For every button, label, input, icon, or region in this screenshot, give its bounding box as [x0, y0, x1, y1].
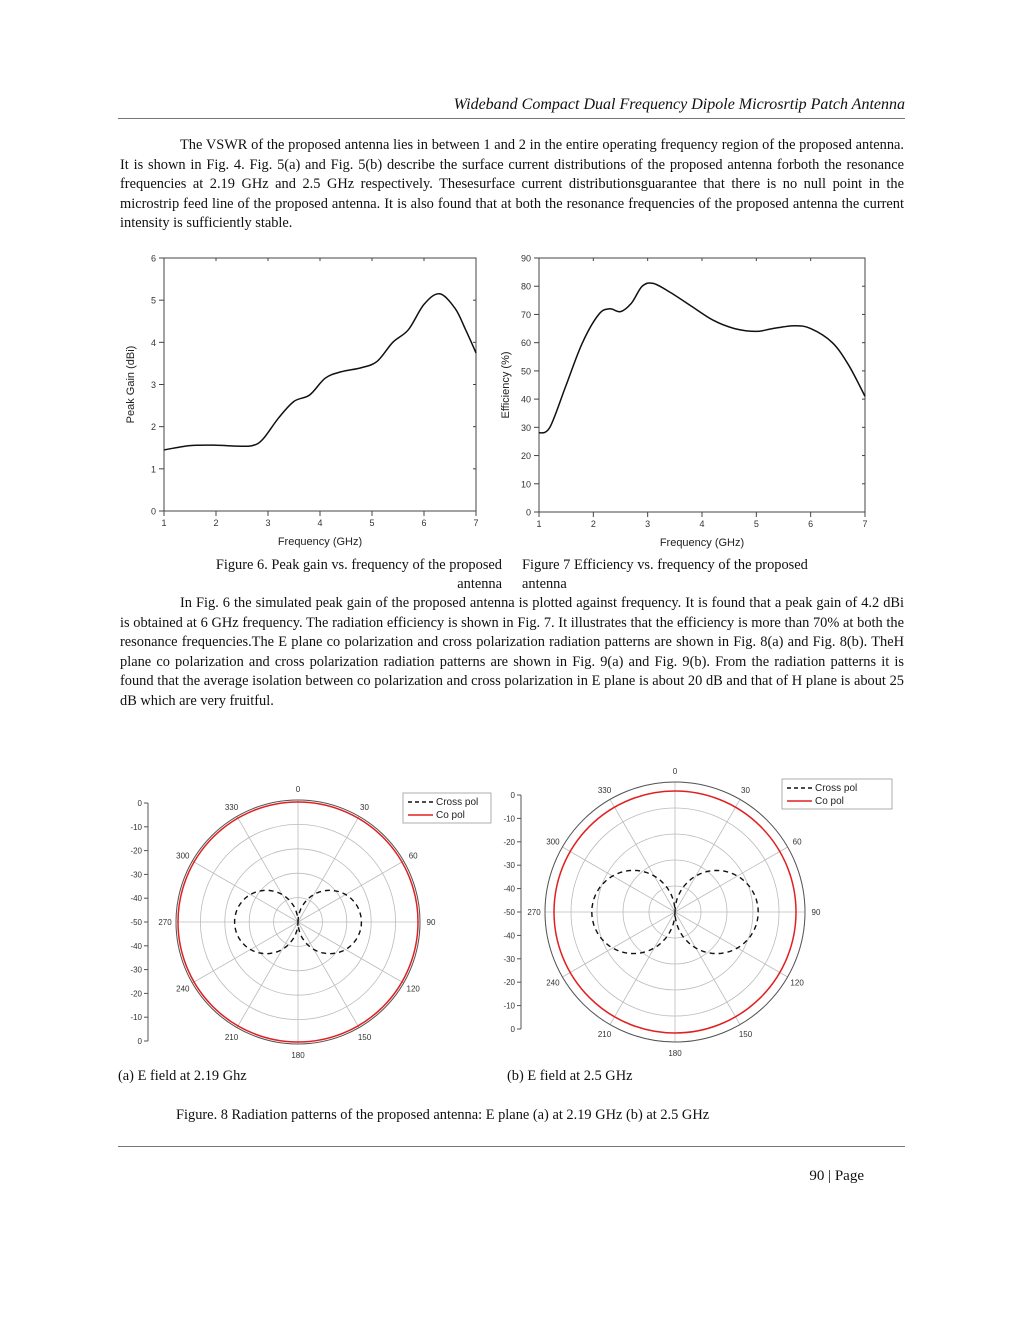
figure-6-caption: [118, 556, 502, 594]
peak-gain-chart: [118, 248, 488, 554]
peak-gain-series-line: [164, 294, 476, 450]
polar-a-angle-label: 270: [158, 918, 172, 927]
polar-b-angle-label: 150: [738, 1030, 753, 1040]
polar-b-radial-tick-label: -30: [503, 861, 515, 871]
polar-b-grid-spoke: [675, 799, 740, 912]
peak-gain-y-tick-label: 3: [150, 380, 156, 390]
polar-b-angle-label: 240: [546, 978, 560, 988]
page-number: 90 | Page: [809, 1168, 864, 1184]
polar-b-radial-tick-label: -10: [503, 1001, 515, 1011]
body-paragraph-2: In Fig. 6 the simulated peak gain of the proposed antenna is plotted against frequency. It is found that a peak gain of 4.2 dBi is obtained at 6 GHz frequency. The radiation efficiency is shown in Fig. 7. It illustrates that the efficiency is more than 70% at both the resonance frequencies.The E plane co polarization and cross polarization radiation patterns are shown in Fig. 8(a) and Fig. 8(b). TheH plane co polarization and cross polarization radiation patterns are shown in Fig. 9(a) and Fig. 9(b). From the radiation patterns it is found that the average isolation between co polarization and cross polarization in E plane is about 20 dB and that of H plane is about 25 dB which are very fruitful.: [120, 595, 904, 709]
polar-a-angle-label: 180: [291, 1051, 305, 1060]
figure-6-caption-line1: Figure 6. Peak gain vs. frequency of the proposed: [215, 557, 502, 573]
polar-a-grid-spoke: [192, 861, 298, 922]
polar-a-radial-tick-label: 0: [137, 799, 142, 808]
peak-gain-y-tick-label: 0: [150, 506, 156, 517]
efficiency-x-tick-label: 6: [808, 519, 814, 529]
polar-b-angle-label: 0: [672, 767, 678, 776]
polar-b-radial-tick-label: 0: [510, 1025, 515, 1034]
body-paragraph-1: The VSWR of the proposed antenna lies in between 1 and 2 in the entire operating frequency region of the proposed antenna. It is shown in Fig. 4. Fig. 5(a) and Fig. 5(b) describe the surface current distributions of the proposed antenna forboth the resonance frequencies at 2.19 GHz and 2.5 GHz respectively. Thesesurface current distributionsguarantee that there is no null point in the microstrip feed line of the proposed antenna. It is also found that at both the resonance frequencies of the proposed antenna the current intensity is sufficiently stable.: [120, 137, 904, 231]
polar-b-angle-label: 330: [597, 785, 612, 795]
polar-a-angle-label: 0: [295, 785, 301, 794]
polar-b-angle-label: 120: [790, 978, 804, 988]
figure-8a-caption: (a) E field at 2.19 Ghz: [118, 1068, 247, 1084]
efficiency-y-tick-label: 80: [520, 281, 531, 292]
figure-7-caption-line1: Figure 7 Efficiency vs. frequency of the proposed: [522, 557, 808, 573]
efficiency-y-tick-label: 90: [520, 253, 531, 264]
e-field-2-19ghz-polar-plot: [118, 776, 498, 1066]
polar-a-radial-tick-label: -10: [130, 1013, 142, 1023]
polar-a-angle-label: 330: [224, 802, 239, 812]
efficiency-x-tick-label: 2: [590, 519, 596, 529]
peak-gain-x-tick-label: 5: [369, 518, 375, 528]
polar-b-grid-spoke: [675, 847, 788, 912]
polar-a-angle-label: 240: [176, 984, 190, 994]
polar-b-legend-co-label: Co pol: [815, 796, 844, 807]
polar-b-radial-tick-label: -20: [503, 978, 515, 988]
efficiency-plot-frame: [539, 258, 865, 512]
polar-b-radial-tick-label: -20: [503, 837, 515, 847]
polar-b-grid-spoke: [562, 847, 675, 912]
polar-a-grid-spoke: [192, 922, 298, 983]
efficiency-x-tick-label: 4: [699, 519, 705, 529]
polar-b-grid-spoke: [610, 799, 675, 912]
polar-b-angle-label: 30: [741, 785, 750, 795]
efficiency-x-axis-label: Frequency (GHz): [659, 537, 745, 549]
polar-a-radial-tick-label: -30: [130, 870, 142, 880]
polar-a-grid-spoke: [298, 861, 404, 922]
polar-b-grid-spoke: [675, 912, 740, 1025]
efficiency-y-tick-label: 0: [525, 507, 531, 518]
polar-a-radial-tick-label: -30: [130, 965, 142, 975]
polar-b-radial-tick-label: -40: [503, 884, 515, 894]
polar-b-grid-spoke: [610, 912, 675, 1025]
peak-gain-x-tick-label: 6: [421, 518, 427, 528]
polar-b-radial-tick-label: 0: [510, 791, 515, 800]
polar-a-radial-tick-label: -20: [130, 846, 142, 856]
polar-a-grid-spoke: [237, 816, 298, 922]
e-field-2-5ghz-polar-plot: [495, 762, 905, 1062]
polar-a-angle-label: 60: [408, 851, 418, 861]
polar-a-grid-spoke: [298, 922, 359, 1028]
polar-a-radial-tick-label: -40: [130, 941, 142, 951]
header-rule: [118, 118, 905, 119]
efficiency-x-tick-label: 5: [753, 519, 759, 529]
peak-gain-x-axis-label: Frequency (GHz): [277, 536, 363, 548]
peak-gain-y-tick-label: 5: [150, 295, 156, 306]
running-header: Wideband Compact Dual Frequency Dipole Microsrtip Patch Antenna: [453, 96, 905, 113]
polar-a-radial-tick-label: -50: [130, 918, 142, 927]
polar-a-grid-spoke: [237, 922, 298, 1028]
figure-8-caption: Figure. 8 Radiation patterns of the proposed antenna: E plane (a) at 2.19 GHz (b) at 2.5 GHz: [176, 1107, 710, 1123]
efficiency-x-tick-label: 3: [645, 519, 651, 529]
efficiency-x-tick-label: 1: [536, 519, 542, 529]
efficiency-series-line: [539, 283, 865, 433]
polar-b-angle-label: 270: [527, 908, 541, 917]
polar-a-angle-label: 90: [426, 918, 436, 927]
polar-b-radial-tick-label: -50: [503, 908, 515, 917]
peak-gain-y-tick-label: 4: [150, 337, 156, 348]
polar-a-angle-label: 30: [360, 802, 369, 812]
polar-b-angle-label: 180: [668, 1049, 682, 1058]
polar-b-legend-cross-label: Cross pol: [815, 783, 858, 794]
peak-gain-y-tick-label: 6: [150, 253, 156, 264]
polar-b-angle-label: 210: [597, 1030, 612, 1040]
peak-gain-y-tick-label: 1: [150, 464, 156, 475]
peak-gain-y-tick-label: 2: [150, 422, 156, 433]
figure-8b-caption: (b) E field at 2.5 GHz: [507, 1068, 633, 1084]
peak-gain-x-tick-label: 2: [213, 518, 219, 528]
efficiency-y-tick-label: 30: [520, 422, 531, 433]
efficiency-y-tick-label: 50: [520, 366, 531, 377]
efficiency-y-axis-label: Efficiency (%): [500, 351, 512, 419]
peak-gain-x-tick-label: 7: [473, 518, 479, 528]
polar-a-angle-label: 210: [224, 1033, 239, 1043]
polar-a-radial-tick-label: -10: [130, 822, 142, 832]
polar-a-radial-tick-label: 0: [137, 1037, 142, 1046]
efficiency-x-tick-label: 7: [862, 519, 868, 529]
polar-a-grid-spoke: [298, 922, 404, 983]
polar-b-radial-tick-label: -40: [503, 931, 515, 941]
polar-b-radial-tick-label: -30: [503, 954, 515, 964]
figure-7-caption-line2: antenna: [522, 576, 567, 592]
polar-a-angle-label: 300: [176, 851, 190, 861]
efficiency-chart: [488, 248, 873, 554]
polar-a-grid-spoke: [298, 816, 359, 922]
figure-7-caption: [522, 556, 892, 594]
peak-gain-x-tick-label: 3: [265, 518, 271, 528]
polar-a-legend-co-label: Co pol: [436, 810, 465, 821]
peak-gain-x-tick-label: 1: [161, 518, 167, 528]
polar-a-legend-cross-label: Cross pol: [436, 797, 479, 808]
figure-6-caption-line2: antenna: [457, 576, 502, 592]
polar-a-radial-tick-label: -20: [130, 989, 142, 999]
efficiency-y-tick-label: 70: [520, 309, 531, 320]
polar-a-angle-label: 150: [357, 1033, 372, 1043]
polar-b-angle-label: 90: [811, 908, 821, 917]
footer-rule: [118, 1146, 905, 1147]
efficiency-y-tick-label: 60: [520, 338, 531, 349]
polar-a-radial-tick-label: -40: [130, 894, 142, 904]
efficiency-y-tick-label: 10: [520, 479, 531, 490]
efficiency-y-tick-label: 40: [520, 394, 531, 405]
polar-b-radial-tick-label: -10: [503, 814, 515, 824]
peak-gain-y-axis-label: Peak Gain (dBi): [125, 345, 137, 424]
efficiency-y-tick-label: 20: [520, 451, 531, 462]
polar-b-angle-label: 60: [792, 837, 802, 847]
polar-b-angle-label: 300: [546, 837, 560, 847]
peak-gain-x-tick-label: 4: [317, 518, 323, 528]
polar-b-grid-spoke: [562, 912, 675, 977]
polar-a-angle-label: 120: [406, 984, 420, 994]
polar-b-grid-spoke: [675, 912, 788, 977]
